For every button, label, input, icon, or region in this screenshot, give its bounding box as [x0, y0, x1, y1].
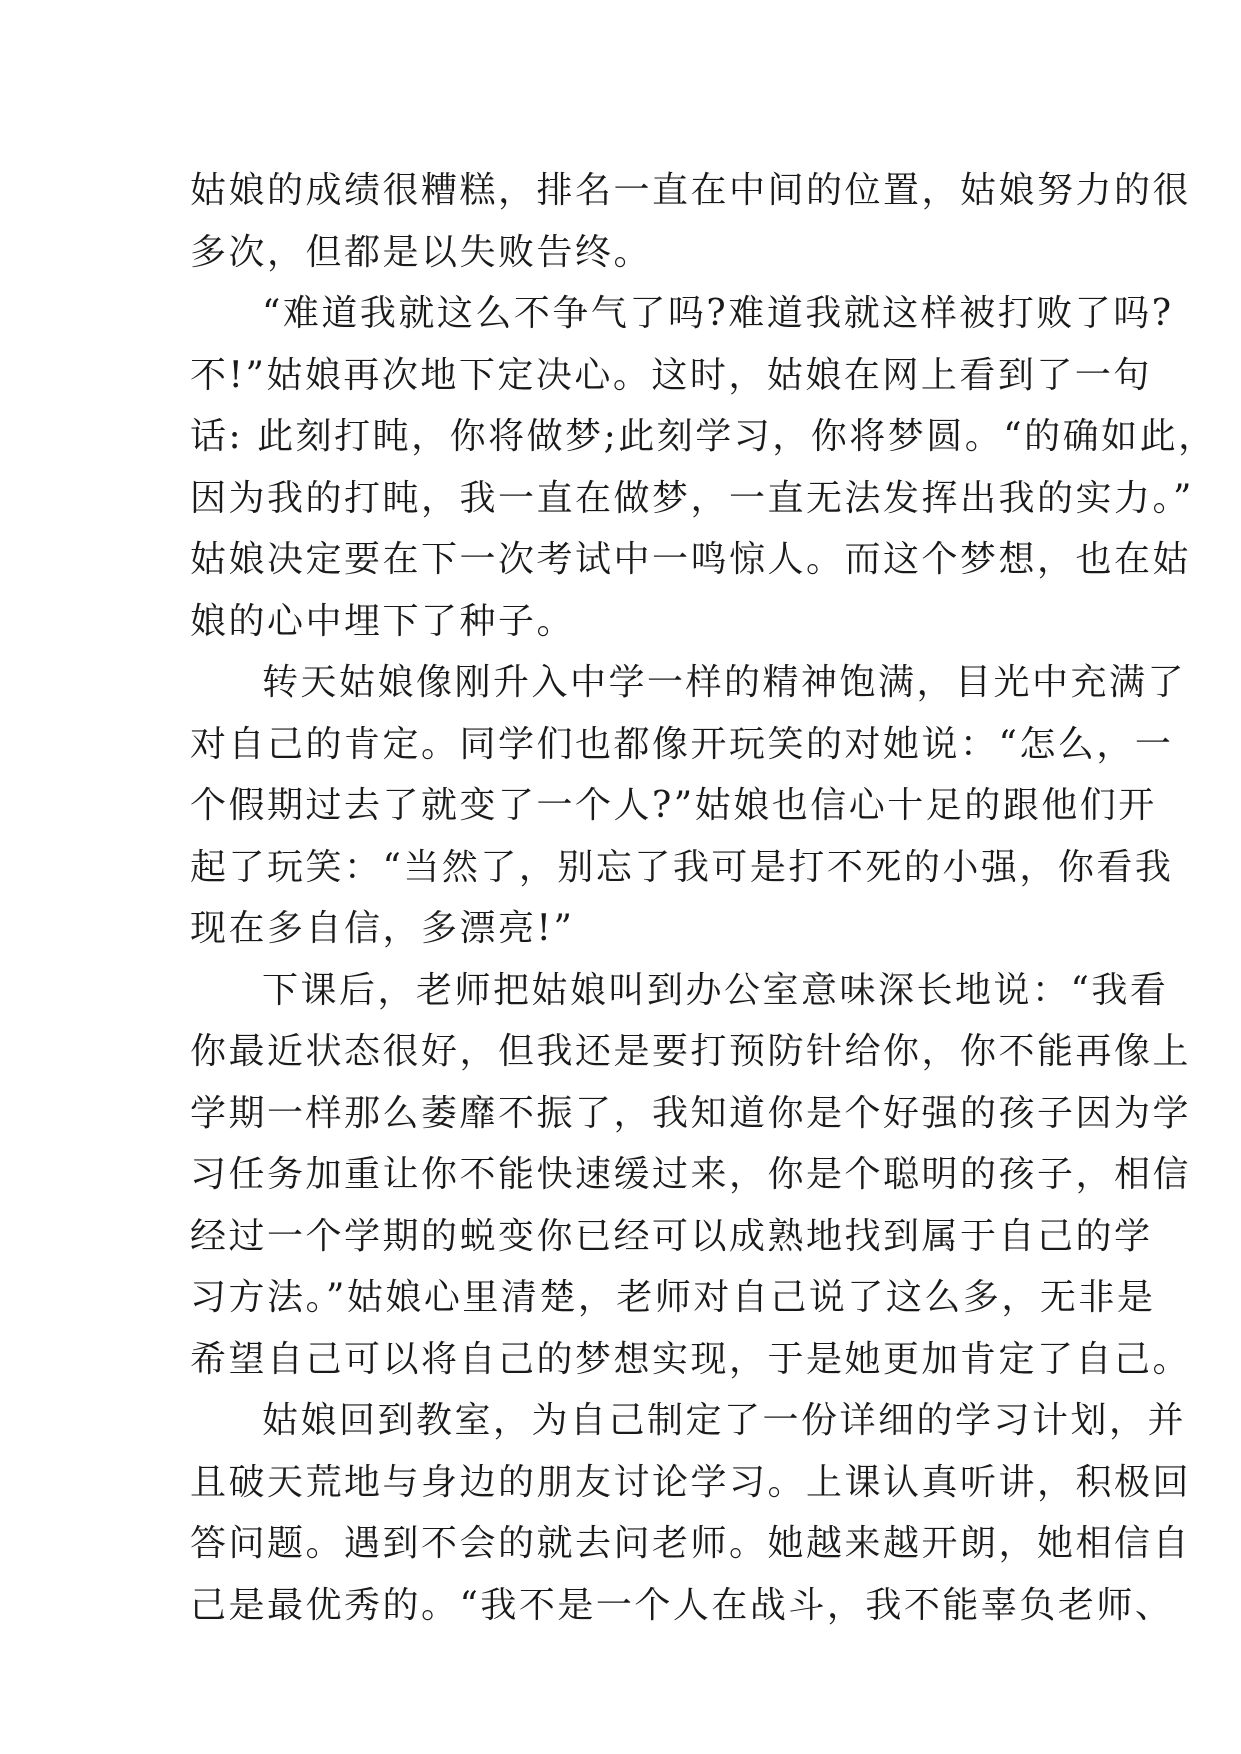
- text-line: 且破天荒地与身边的朋友讨论学习。上课认真听讲，积极回: [190, 1461, 1192, 1503]
- text-line: 现在多自信，多漂亮!”: [190, 908, 575, 949]
- text-line: 经过一个学期的蜕变你已经可以成熟地找到属于自己的学: [190, 1215, 1153, 1257]
- text-line: 对自己的肯定。同学们也都像开玩笑的对她说：“怎么，一: [190, 723, 1174, 765]
- text-line: 希望自己可以将自己的梦想实现，于是她更加肯定了自己。: [190, 1338, 1192, 1380]
- text-line: 下课后，老师把姑娘叫到办公室意味深长地说：“我看: [262, 969, 1169, 1011]
- text-line: 起了玩笑：“当然了，别忘了我可是打不死的小强，你看我: [190, 846, 1174, 888]
- text-line: 转天姑娘像刚升入中学一样的精神饱满，目光中充满了: [262, 662, 1187, 703]
- text-line: 你最近状态很好，但我还是要打预防针给你，你不能再像上: [190, 1031, 1192, 1072]
- text-line: 不!”姑娘再次地下定决心。这时，姑娘在网上看到了一句: [190, 354, 1152, 396]
- text-line: 姑娘的成绩很糟糕，排名一直在中间的位置，姑娘努力的很: [190, 170, 1192, 211]
- text-line: 姑娘决定要在下一次考试中一鸣惊人。而这个梦想，也在姑: [190, 539, 1192, 580]
- text-line: 习方法。”姑娘心里清楚，老师对自己说了这么多，无非是: [190, 1277, 1156, 1318]
- text-line: “难道我就这么不争气了吗?难道我就这样被打败了吗?: [262, 293, 1174, 334]
- text-line: 姑娘回到教室，为自己制定了一份详细的学习计划，并: [262, 1400, 1187, 1441]
- text-line: 因为我的打盹，我一直在做梦，一直无法发挥出我的实力。”: [190, 477, 1194, 519]
- text-line: 习任务加重让你不能快速缓过来，你是个聪明的孩子，相信: [190, 1154, 1192, 1195]
- text-line: 个假期过去了就变了一个人?”姑娘也信心十足的跟他们开: [190, 785, 1157, 826]
- text-line: 学期一样那么萎靡不振了，我知道你是个好强的孩子因为学: [190, 1092, 1192, 1134]
- text-line: 答问题。遇到不会的就去问老师。她越来越开朗，她相信自: [190, 1523, 1192, 1564]
- text-line: 多次，但都是以失败告终。: [190, 231, 653, 273]
- text-line: 话: 此刻打盹，你将做梦;此刻学习，你将梦圆。“的确如此，: [190, 416, 1217, 457]
- body-text: [190, 160, 1217, 1636]
- text-line: 娘的心中埋下了种子。: [190, 600, 576, 642]
- text-line: 己是最优秀的。“我不是一个人在战斗，我不能辜负老师、: [190, 1584, 1174, 1626]
